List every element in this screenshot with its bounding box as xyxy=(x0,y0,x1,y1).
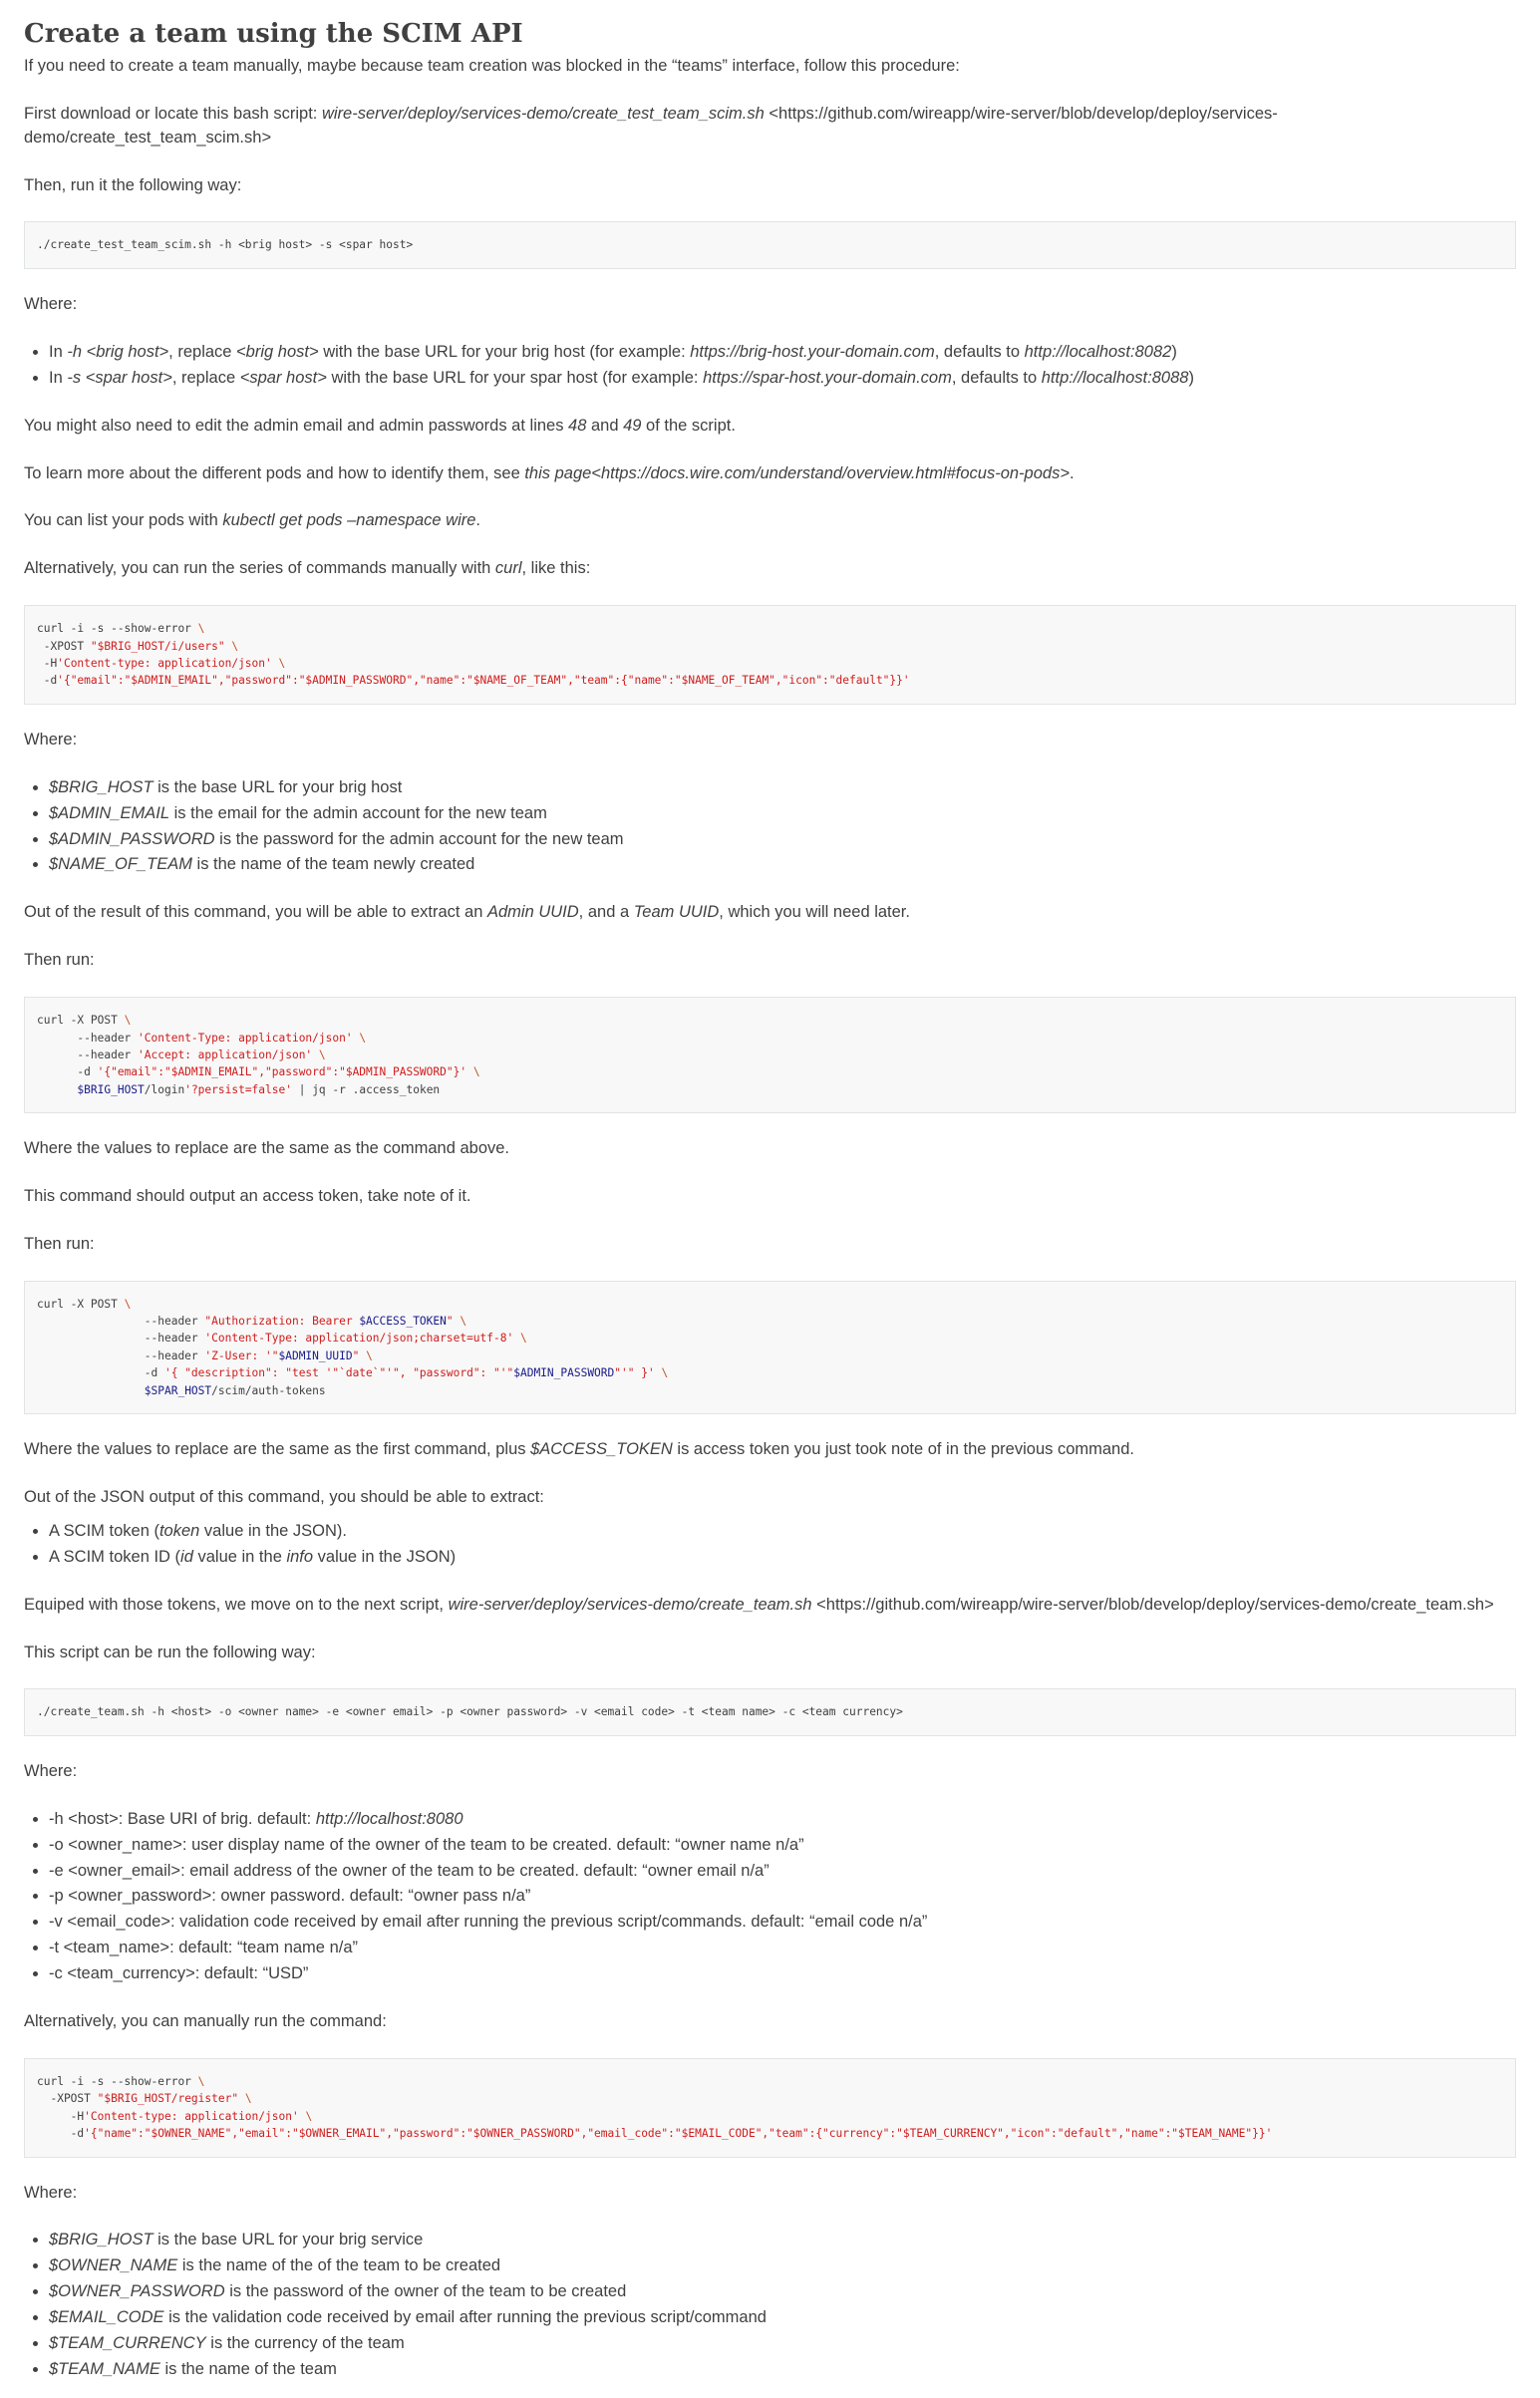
list-item: • $OWNER_NAME is the name of the of the team to be created xyxy=(49,2254,1516,2278)
where-label: Where: xyxy=(24,294,78,313)
list-item: • -o <owner_name>: user display name of the owner of the team to be created. default: “owner name n/a” xyxy=(49,1834,1516,1858)
equipped-paragraph: Equiped with those tokens, we move on to the next script, wire-server/deploy/services-demo/create_team.sh <https://github.com/wireapp/wire-server/blob/develop/deploy/services-demo/create_team.sh> xyxy=(24,1595,1494,1614)
code-block-create-admin[interactable]: curl -i -s --show-error \ -XPOST "$BRIG_HOST/i/users" \ -H'Content-type: application/json' \ -d'{"email":"$ADMIN_EMAIL","password":"$ADMIN_PASSWORD","name":"$NAME_OF_TEAM","team":{"name":"$NAME_OF_TEAM","icon":"default"}}' xyxy=(24,605,1516,704)
alt-manual-paragraph: Alternatively, you can manually run the command: xyxy=(24,2012,387,2031)
intro-paragraph: If you need to create a team manually, maybe because team creation was blocked in the “teams” interface, follow this procedure: xyxy=(24,56,960,75)
script-link[interactable]: <https://github.com/wireapp/wire-server/blob/develop/deploy/services-demo/create_team.sh> xyxy=(811,1595,1494,1614)
edit-lines-paragraph: You might also need to edit the admin email and admin passwords at lines 48 and 49 of the script. xyxy=(24,416,736,435)
alt-curl-paragraph: Alternatively, you can run the series of commands manually with curl, like this: xyxy=(24,559,591,578)
where-label: Where: xyxy=(24,1761,78,1780)
list-item: • $TEAM_NAME is the name of the team xyxy=(49,2358,1516,2382)
extract-uuid-paragraph: Out of the result of this command, you will be able to extract an Admin UUID, and a Team UUID, which you will need later. xyxy=(24,903,910,922)
then-run-label: Then run: xyxy=(24,951,95,970)
list-item: • -t <team_name>: default: “team name n/a” xyxy=(49,1937,1516,1960)
where-list-admin-vars xyxy=(24,776,1516,878)
script-path: wire-server/deploy/services-demo/create_team.sh xyxy=(448,1595,812,1614)
list-item: • -c <team_currency>: default: “USD” xyxy=(49,1962,1516,1986)
list-item: • $TEAM_CURRENCY is the currency of the team xyxy=(49,2332,1516,2356)
list-item: • $BRIG_HOST is the base URL for your brig service xyxy=(49,2229,1516,2252)
list-item: • $BRIG_HOST is the base URL for your brig host xyxy=(49,776,1516,800)
json-extract-list xyxy=(24,1520,1516,1570)
code-block-run-scim-script[interactable]: ./create_test_team_scim.sh -h <brig host> -s <spar host> xyxy=(24,221,1516,268)
list-item: • $ADMIN_EMAIL is the email for the admin account for the new team xyxy=(49,802,1516,826)
list-item: • -h <host>: Base URI of brig. default: http://localhost:8080 xyxy=(49,1808,1516,1832)
list-pods-paragraph: You can list your pods with kubectl get pods –namespace wire. xyxy=(24,511,481,530)
download-script-paragraph: First download or locate this bash script: wire-server/deploy/services-demo/create_test_team_scim.sh <https://github.com/wireapp/wire-server/blob/develop/deploy/services-demo/create_test_team_scim.sh> xyxy=(24,104,1278,147)
code-block-create-team[interactable]: ./create_team.sh -h <host> -o <owner name> -e <owner email> -p <owner password> -v <email code> -t <team name> -c <team currency> xyxy=(24,1688,1516,1735)
then-run-label: Then run: xyxy=(24,1234,95,1253)
page-title: Create a team using the SCIM API xyxy=(24,19,523,49)
list-item: • A SCIM token (token value in the JSON). xyxy=(49,1520,1516,1544)
script-path: wire-server/deploy/services-demo/create_test_team_scim.sh xyxy=(321,104,765,123)
where-label: Where: xyxy=(24,730,78,749)
list-item: • -p <owner_password>: owner password. default: “owner pass n/a” xyxy=(49,1885,1516,1909)
list-item: • A SCIM token ID (id value in the info value in the JSON) xyxy=(49,1546,1516,1570)
code-block-scim-token[interactable]: curl -X POST \ --header "Authorization: Bearer $ACCESS_TOKEN" \ --header 'Content-Type: application/json;charset=utf-8' \ --header 'Z-User: '"$ADMIN_UUID" \ -d '{ "description": "test '"`date`"'", "password": "'"$ADMIN_PASSWORD"'" }' \ $SPAR_HOST/scim/auth-tokens xyxy=(24,1281,1516,1414)
list-item: • $NAME_OF_TEAM is the name of the team newly created xyxy=(49,853,1516,877)
where-list-owner-vars xyxy=(24,2229,1516,2382)
list-item: • -v <email_code>: validation code received by email after running the previous script/commands. default: “email code n/a” xyxy=(49,1911,1516,1935)
code-block-login[interactable]: curl -X POST \ --header 'Content-Type: application/json' \ --header 'Accept: application/json' \ -d '{"email":"$ADMIN_EMAIL","password":"$ADMIN_PASSWORD"}' \ $BRIG_HOST/login'?persist=false' | jq -r .access_token xyxy=(24,997,1516,1113)
run-way-paragraph: This script can be run the following way: xyxy=(24,1643,316,1661)
where-list-hosts xyxy=(24,341,1516,391)
code-block-register[interactable]: curl -i -s --show-error \ -XPOST "$BRIG_HOST/register" \ -H'Content-type: application/json' \ -d'{"name":"$OWNER_NAME","email":"$OWNER_EMAIL","password":"$OWNER_PASSWORD","email_code":"$EMAIL_CODE","team":{"currency":"$TEAM_CURRENCY","icon":"default","name":"$TEAM_NAME"}}' xyxy=(24,2058,1516,2157)
json-out-paragraph: Out of the JSON output of this command, you should be able to extract: xyxy=(24,1487,544,1506)
list-item: • $ADMIN_PASSWORD is the password for the admin account for the new team xyxy=(49,828,1516,852)
list-item: • In -s <spar host>, replace <spar host> with the base URL for your spar host (for example: https://spar-host.your-domain.com, defaults to http://localhost:8088) xyxy=(49,367,1516,391)
access-token-paragraph: This command should output an access token, take note of it. xyxy=(24,1186,471,1205)
same-plus-paragraph: Where the values to replace are the same as the first command, plus $ACCESS_TOKEN is access token you just took note of in the previous command. xyxy=(24,1439,1134,1458)
learn-more-paragraph: To learn more about the different pods and how to identify them, see this page<https://docs.wire.com/understand/overview.html#focus-on-pods>. xyxy=(24,463,1075,482)
script-link[interactable]: <https://github.com/wireapp/wire-server/blob/develop/deploy/services-demo/create_test_team_scim.sh> xyxy=(24,104,1278,147)
run-way-paragraph: Then, run it the following way: xyxy=(24,175,242,194)
list-item: • In -h <brig host>, replace <brig host> with the base URL for your brig host (for example: https://brig-host.your-domain.com, defaults to http://localhost:8082) xyxy=(49,341,1516,365)
list-item: • $EMAIL_CODE is the validation code received by email after running the previous script/command xyxy=(49,2306,1516,2330)
list-item: • -e <owner_email>: email address of the owner of the team to be created. default: “owner email n/a” xyxy=(49,1860,1516,1884)
where-label: Where: xyxy=(24,2183,78,2202)
list-item: • $OWNER_PASSWORD is the password of the owner of the team to be created xyxy=(49,2280,1516,2304)
where-list-options xyxy=(24,1808,1516,1986)
pods-link[interactable]: this page<https://docs.wire.com/understand/overview.html#focus-on-pods> xyxy=(524,463,1070,482)
same-values-paragraph: Where the values to replace are the same as the command above. xyxy=(24,1138,510,1157)
